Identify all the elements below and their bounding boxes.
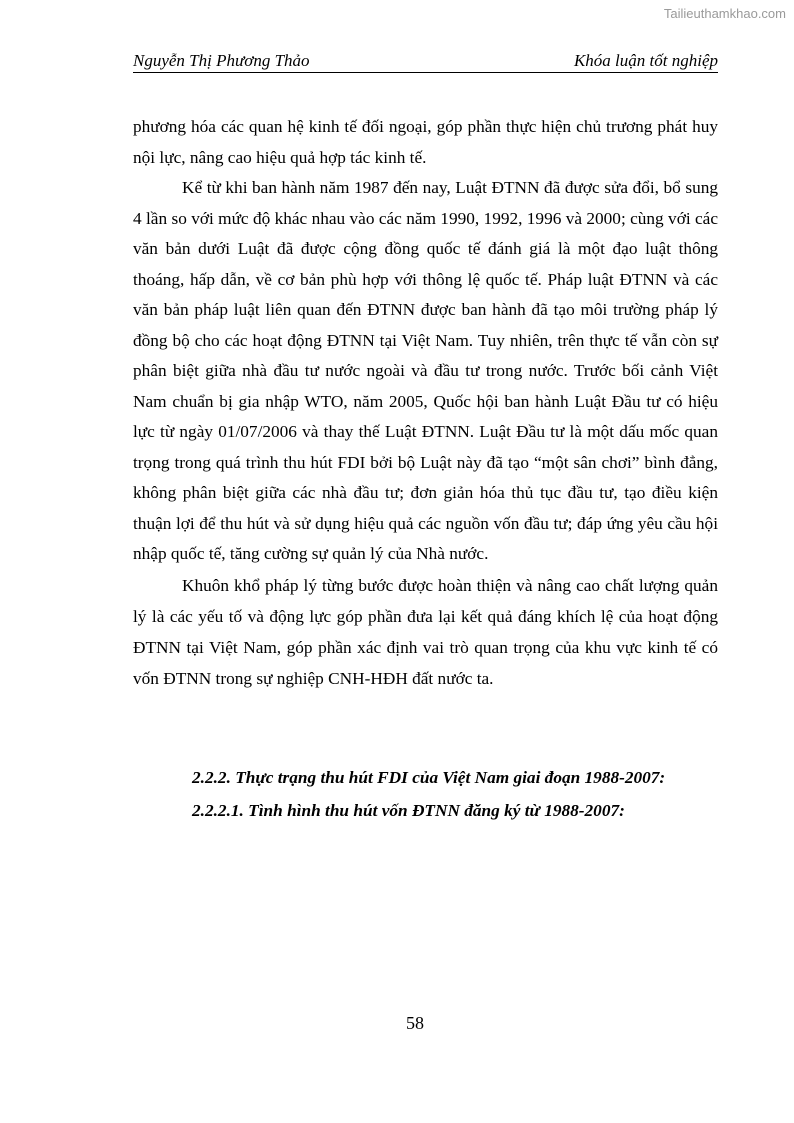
paragraph-3: Khuôn khổ pháp lý từng bước được hoàn thiện và nâng cao chất lượng quản lý là các yếu tố và động lực góp phần đưa lại kết quả đáng khích lệ của hoạt động ĐTNN tại Việt Nam, góp phần xác định vai trò quan trọng của khu vực kinh tế có vốn ĐTNN trong sự nghiệp CNH-HĐH đất nước ta. <box>133 575 718 688</box>
page-header <box>133 50 718 73</box>
page-number: 58 <box>406 1013 424 1033</box>
paragraph-1: phương hóa các quan hệ kinh tế đối ngoại, góp phần thực hiện chủ trương phát huy nội lực, nâng cao hiệu quả hợp tác kinh tế. <box>133 117 718 167</box>
header-author: Nguyễn Thị Phương Thảo <box>133 51 310 70</box>
header-document-type: Khóa luận tốt nghiệp <box>573 51 718 70</box>
section-heading-2-2-2: 2.2.2. Thực trạng thu hút FDI của Việt Nam giai đoạn 1988-2007: <box>192 768 666 787</box>
section-headings <box>192 761 665 827</box>
section-heading-2-2-2-1: 2.2.2.1. Tình hình thu hút vốn ĐTNN đăng ký từ 1988-2007: <box>192 801 625 820</box>
paragraph-2: Kể từ khi ban hành năm 1987 đến nay, Luật ĐTNN đã được sửa đổi, bổ sung 4 lần so với mức độ khác nhau vào các năm 1990, 1992, 1996 và 2000; cùng với các văn bản dưới Luật đã được cộng đồng quốc tế đánh giá là một đạo luật thông thoáng, hấp dẫn, về cơ bản phù hợp với thông lệ quốc tế. Pháp luật ĐTNN và các văn bản pháp luật liên quan đến ĐTNN được ban hành đã tạo môi trường pháp lý đồng bộ cho các hoạt động ĐTNN tại Việt Nam. Tuy nhiên, trên thực tế vẫn còn sự phân biệt giữa nhà đầu tư nước ngoài và đầu tư trong nước. Trước bối cảnh Việt Nam chuẩn bị gia nhập WTO, năm 2005, Quốc hội ban hành Luật Đầu tư có hiệu lực từ ngày 01/07/2006 và thay thế Luật ĐTNN. Luật Đầu tư là một dấu mốc quan trọng trong quá trình thu hút FDI bởi bộ Luật này đã tạo “một sân chơi” bình đẳng, không phân biệt giữa các nhà đầu tư; đơn giản hóa thủ tục đầu tư, tạo điều kiện thuận lợi để thu hút và sử dụng hiệu quả các nguồn vốn đầu tư; đáp ứng yêu cầu hội nhập quốc tế, tăng cường sự quản lý của Nhà nước. <box>133 178 718 563</box>
body-text <box>133 111 718 694</box>
watermark: Tailieuthamkhao.com <box>663 6 786 21</box>
